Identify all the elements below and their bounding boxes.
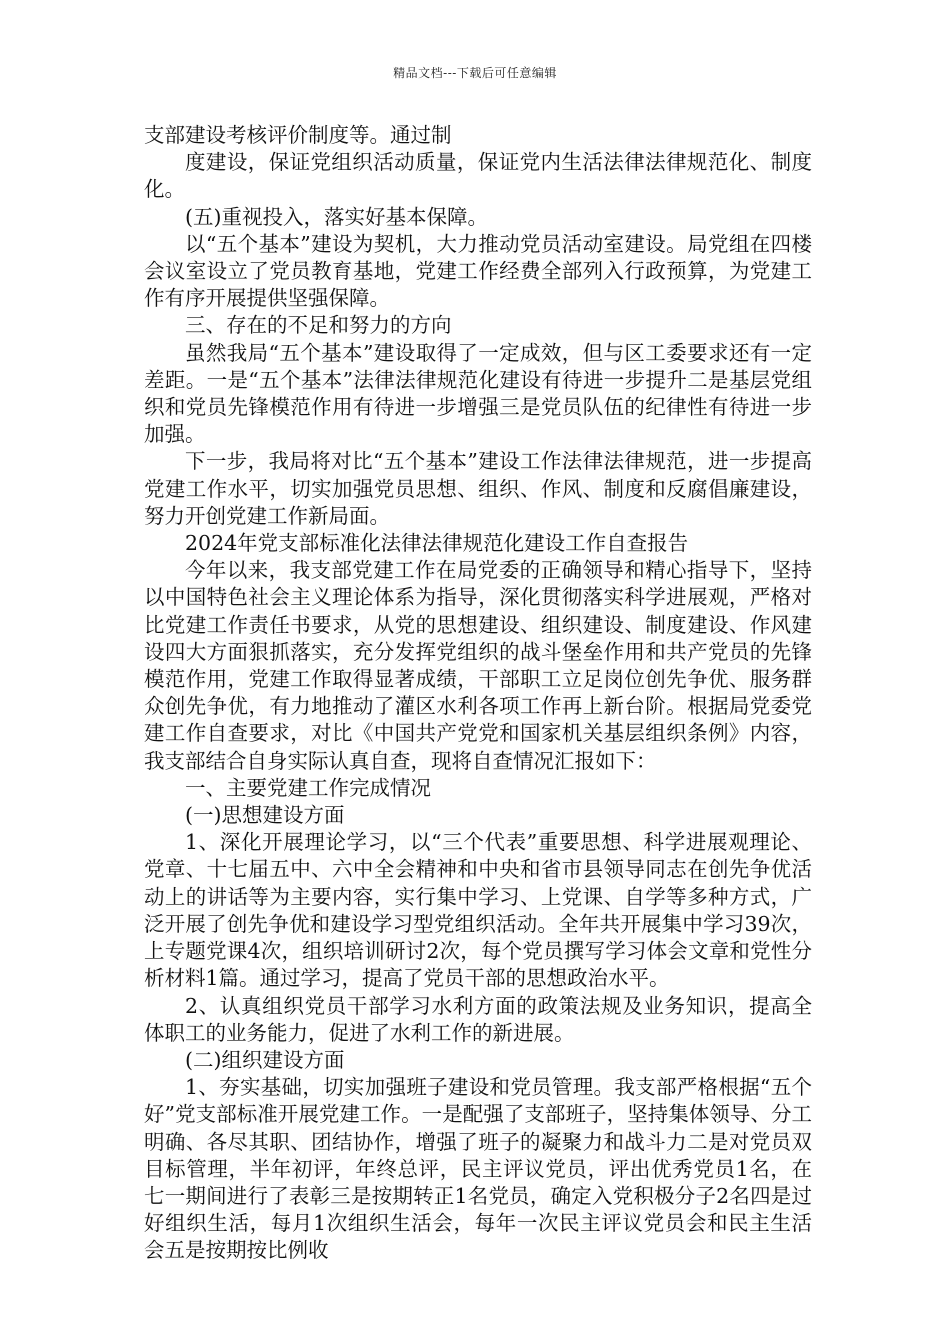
paragraph: 2、认真组织党员干部学习水利方面的政策法规及业务知识，提高全体职工的业务能力，促进了水利工作的新进展。 [144, 993, 812, 1045]
report-title: 2024年党支部标准化法律法律规范化建设工作自查报告 [185, 531, 689, 556]
paragraph: 以“五个基本”建设为契机，大力推动党员活动室建设。局党组在四楼会议室设立了党员教育基地，党建工作经费全部列入行政预算，为党建工作有序开展提供坚强保障。 [144, 231, 812, 311]
paragraph: 下一步，我局将对比“五个基本”建设工作法律法律规范，进一步提高党建工作水平，切实加强党员思想、组织、作风、制度和反腐倡廉建设，努力开创党建工作新局面。 [144, 449, 812, 528]
section-heading: 一、主要党建工作完成情况 [185, 775, 431, 800]
paragraph-continuation: 支部建设考核评价制度等。通过制 [144, 123, 452, 147]
paragraph: 1、深化开展理论学习，以“三个代表”重要思想、科学进展观理论、党章、十七届五中、六中全会精神和中央和省市县领导同志在创先争优活动上的讲话等为主要内容，实行集中学习、上党课、自学等多种方式，广泛开展了创先争优和建设学习型党组织活动。全年共开展集中学习39次，上专题党课4次，组织培训研讨2次，每个党员撰写学习体会文章和党性分析材料1篇。通过学习，提高了党员干部的思想政治水平。 [144, 830, 812, 991]
page-header: 精品文档---下载后可任意编辑 [393, 66, 557, 80]
section-heading: (五)重视投入，落实好基本保障。 [185, 204, 488, 229]
subsection-heading: (二)组织建设方面 [185, 1047, 345, 1072]
section-heading: 三、存在的不足和努力的方向 [185, 313, 452, 338]
paragraph: 度建设，保证党组织活动质量，保证党内生活法律法律规范化、制度化。 [144, 150, 812, 202]
paragraph: 虽然我局“五个基本”建设取得了一定成效，但与区工委要求还有一定差距。一是“五个基本”法律法律规范化建设有待进一步提升二是基层党组织和党员先锋模范作用有待进一步增强三是党员队伍的纪律性有待进一步加强。 [144, 340, 812, 447]
subsection-heading: (一)思想建设方面 [185, 803, 345, 828]
paragraph: 今年以来，我支部党建工作在局党委的正确领导和精心指导下，坚持以中国特色社会主义理论体系为指导，深化贯彻落实科学进展观，严格对比党建工作责任书要求，从党的思想建设、组织建设、制度建设、作风建设四大方面狠抓落实，充分发挥党组织的战斗堡垒作用和共产党员的先锋模范作用，党建工作取得显著成绩，干部职工立足岗位创先争优、服务群众创先争优，有力地推动了灌区水利各项工作再上新台阶。根据局党委党建工作自查要求，对比《中国共产党党和国家机关基层组织条例》内容，我支部结合自身实际认真自查，现将自查情况汇报如下： [144, 558, 812, 773]
paragraph: 1、夯实基础，切实加强班子建设和党员管理。我支部严格根据“五个好”党支部标准开展党建工作。一是配强了支部班子，坚持集体领导、分工明确、各尽其职、团结协作，增强了班子的凝聚力和战斗力二是对党员双目标管理，半年初评，年终总评，民主评议党员，评出优秀党员1名，在七一期间进行了表彰三是按期转正1名党员，确定入党积极分子2名四是过好组织生活，每月1次组织生活会，每年一次民主评议党员会和民主生活会五是按期按比例收 [144, 1075, 812, 1263]
document-body [144, 122, 812, 1265]
